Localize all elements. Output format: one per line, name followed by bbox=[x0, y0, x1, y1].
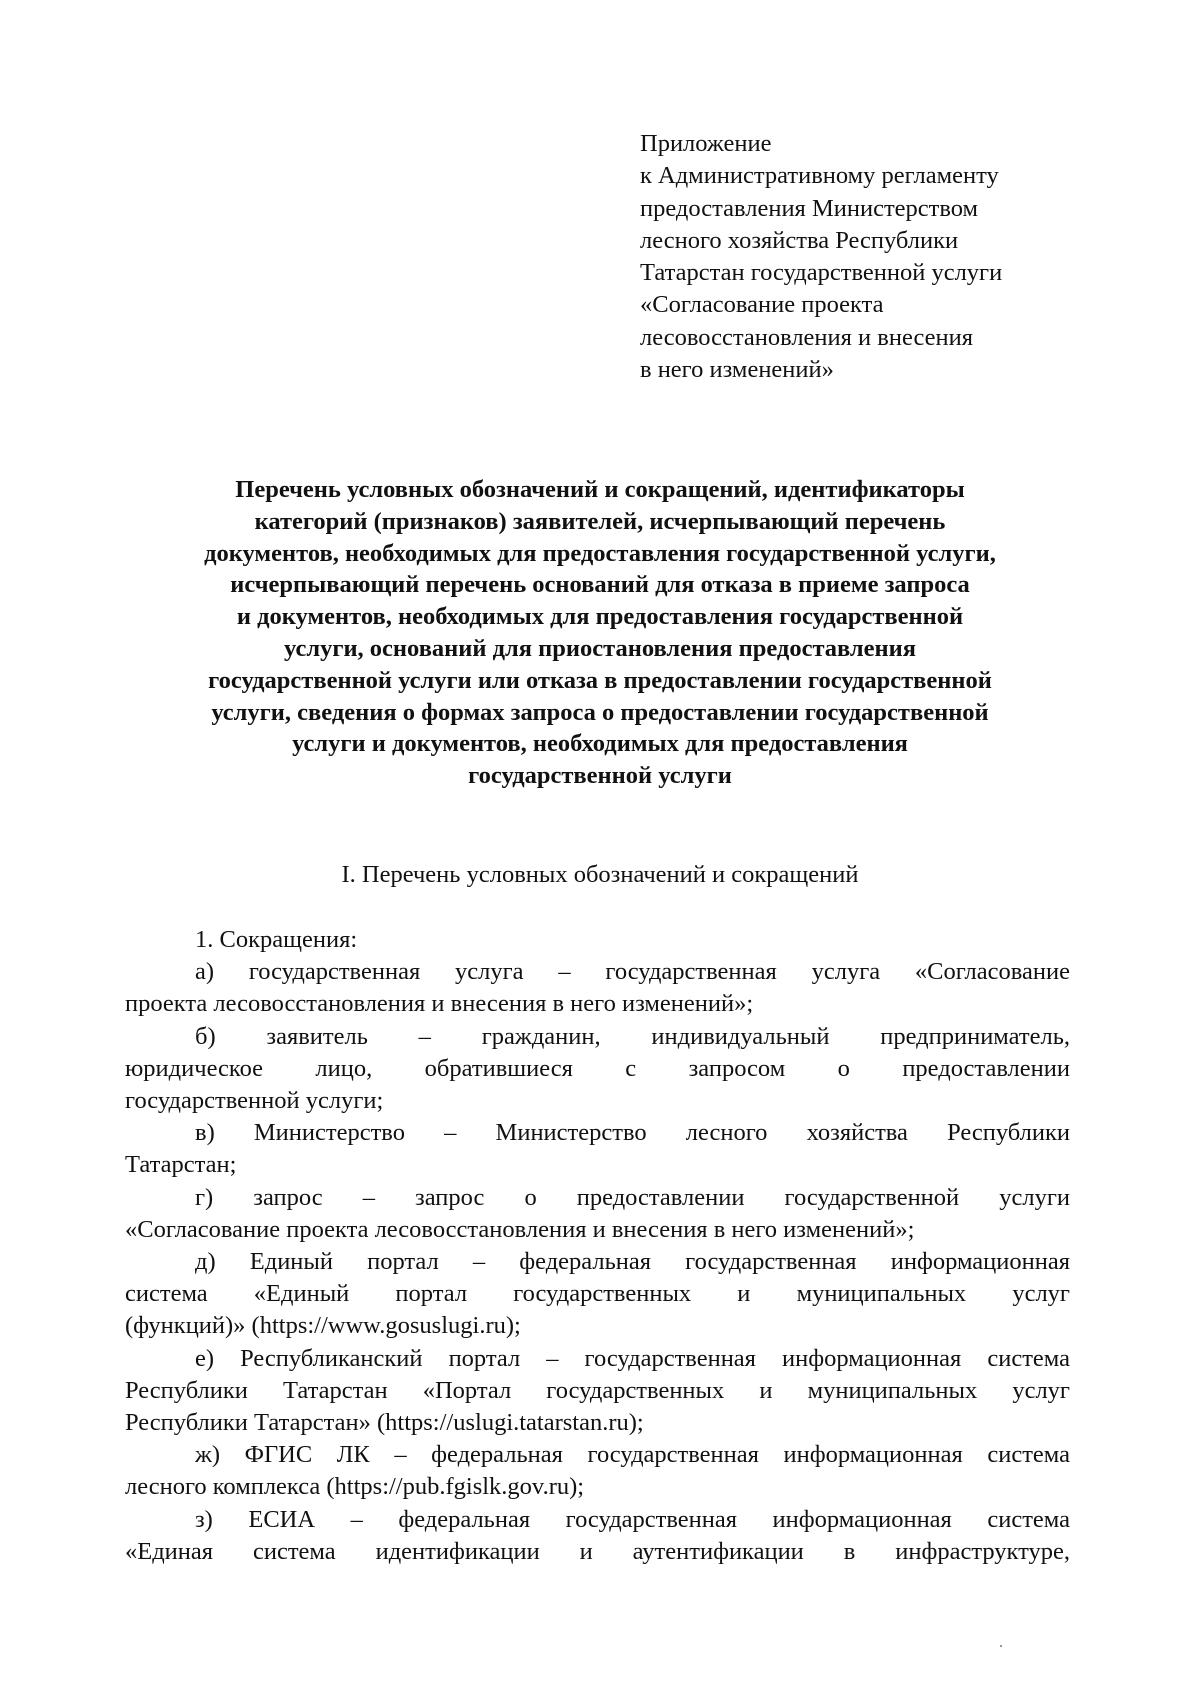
title-line: государственной услуги bbox=[468, 762, 732, 790]
appendix-line: Татарстан государственной услуги bbox=[640, 259, 1003, 287]
title-line: и документов, необходимых для предоставления государственной bbox=[236, 603, 964, 631]
appendix-line: лесовосстановления и внесения bbox=[640, 323, 973, 351]
abbreviation-item-zh: ж) ФГИС ЛК – федеральная государственная информационная система bbox=[195, 1441, 1070, 1469]
abbreviation-item-g-cont: «Согласование проекта лесовосстановления и внесения в него изменений»; bbox=[125, 1215, 915, 1243]
abbreviation-item-b-cont: государственной услуги; bbox=[125, 1086, 384, 1114]
appendix-line: Приложение bbox=[640, 130, 772, 157]
title-line: услуги, сведения о формах запроса о предоставлении государственной bbox=[211, 698, 989, 726]
abbreviation-item-v-cont: Татарстан; bbox=[125, 1151, 237, 1179]
appendix-line: к Административному регламенту bbox=[640, 162, 999, 190]
title-line: исчерпывающий перечень оснований для отказа в приеме запроса bbox=[230, 571, 970, 599]
abbreviation-item-a-cont: проекта лесовосстановления и внесения в него изменений»; bbox=[125, 990, 754, 1018]
abbreviation-item-a: а) государственная услуга – государственная услуга «Согласование bbox=[195, 958, 1070, 986]
appendix-line: «Согласование проекта bbox=[640, 291, 884, 319]
abbreviation-item-z-cont: «Единая система идентификации и аутентификации в инфраструктуре, bbox=[125, 1537, 1070, 1565]
abbreviations-heading: 1. Сокращения: bbox=[195, 926, 358, 953]
abbreviation-item-d-cont: система «Единый портал государственных и муниципальных услуг bbox=[125, 1280, 1070, 1308]
abbreviation-item-e: е) Республиканский портал – государственная информационная система bbox=[195, 1344, 1070, 1372]
appendix-header bbox=[640, 128, 1160, 386]
abbreviation-item-e-cont: Республики Татарстан» (https://uslugi.tatarstan.ru); bbox=[125, 1408, 644, 1436]
appendix-line: в него изменений» bbox=[640, 356, 834, 384]
title-line: государственной услуги или отказа в предоставлении государственной bbox=[208, 666, 992, 694]
section-heading: I. Перечень условных обозначений и сокращений bbox=[341, 861, 859, 888]
abbreviation-item-z: з) ЕСИА – федеральная государственная информационная система bbox=[195, 1505, 1070, 1533]
abbreviation-item-d: д) Единый портал – федеральная государственная информационная bbox=[195, 1247, 1070, 1275]
title-line: услуги, оснований для приостановления предоставления bbox=[283, 634, 917, 662]
abbreviation-item-g: г) запрос – запрос о предоставлении государственной услуги bbox=[195, 1183, 1070, 1211]
title-line: документов, необходимых для предоставления государственной услуги, bbox=[204, 539, 996, 567]
appendix-line: предоставления Министерством bbox=[640, 194, 979, 222]
scan-speck bbox=[1000, 1645, 1002, 1647]
title-line: категорий (признаков) заявителей, исчерпывающий перечень bbox=[254, 507, 946, 535]
abbreviation-item-zh-cont: лесного комплекса (https://pub.fgislk.gov.ru); bbox=[125, 1473, 585, 1501]
abbreviation-item-v: в) Министерство – Министерство лесного хозяйства Республики bbox=[195, 1119, 1070, 1147]
abbreviations-list bbox=[125, 924, 1070, 1568]
document-title bbox=[110, 474, 1090, 792]
abbreviation-item-d-cont: (функций)» (https://www.gosuslugi.ru); bbox=[125, 1312, 521, 1340]
appendix-line: лесного хозяйства Республики bbox=[640, 226, 959, 254]
abbreviation-item-b: б) заявитель – гражданин, индивидуальный предприниматель, bbox=[195, 1022, 1070, 1050]
title-line: Перечень условных обозначений и сокращений, идентификаторы bbox=[235, 476, 965, 503]
title-line: услуги и документов, необходимых для предоставления bbox=[292, 730, 908, 758]
abbreviation-item-e-cont: Республики Татарстан «Портал государственных и муниципальных услуг bbox=[125, 1376, 1070, 1404]
abbreviation-item-b-cont: юридическое лицо, обратившиеся с запросом о предоставлении bbox=[125, 1054, 1070, 1082]
